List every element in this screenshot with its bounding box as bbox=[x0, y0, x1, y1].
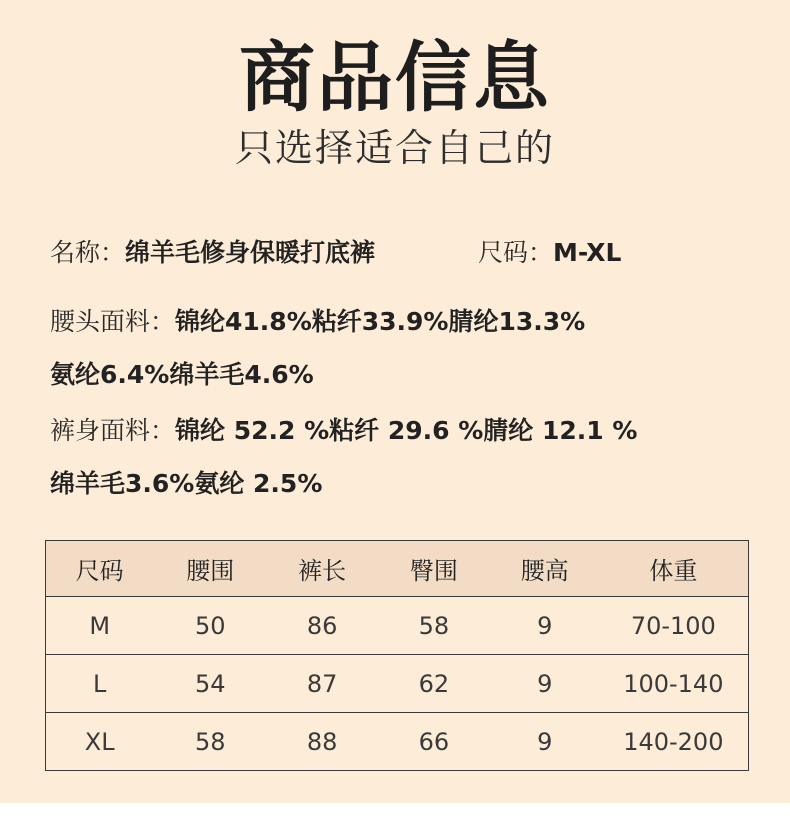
page-subtitle: 只选择适合自己的 bbox=[234, 126, 555, 170]
table-cell: 87 bbox=[267, 655, 377, 713]
size-chart-table bbox=[45, 540, 749, 771]
table-cell: 140-200 bbox=[599, 713, 749, 771]
size-range-label: 尺码： bbox=[478, 238, 554, 267]
waist-fabric-value-cont: 氨纶6.4%绵羊毛4.6% bbox=[50, 360, 314, 389]
table-row bbox=[46, 713, 749, 771]
table-row bbox=[46, 655, 749, 713]
body-fabric-value-cont: 绵羊毛3.6%氨纶 2.5% bbox=[50, 469, 323, 498]
column-header: 裤长 bbox=[267, 541, 377, 597]
table-cell: 70-100 bbox=[599, 597, 749, 655]
waist-fabric-line bbox=[50, 304, 585, 340]
size-chart-header-row bbox=[46, 541, 749, 597]
column-header: 腰围 bbox=[153, 541, 267, 597]
table-cell: 9 bbox=[491, 713, 599, 771]
column-header: 臀围 bbox=[377, 541, 491, 597]
table-cell: 54 bbox=[153, 655, 267, 713]
table-cell: 100-140 bbox=[599, 655, 749, 713]
table-cell: 62 bbox=[377, 655, 491, 713]
table-row bbox=[46, 597, 749, 655]
table-cell: XL bbox=[46, 713, 154, 771]
table-cell: 88 bbox=[267, 713, 377, 771]
waist-fabric-line-2 bbox=[50, 357, 314, 393]
column-header: 腰高 bbox=[491, 541, 599, 597]
size-range-line bbox=[478, 235, 621, 271]
body-fabric-value: 锦纶 52.2 %粘纤 29.6 %腈纶 12.1 % bbox=[175, 416, 638, 445]
table-cell: 50 bbox=[153, 597, 267, 655]
table-cell: 9 bbox=[491, 597, 599, 655]
table-cell: 66 bbox=[377, 713, 491, 771]
product-name-label: 名称： bbox=[50, 238, 126, 267]
table-cell: 86 bbox=[267, 597, 377, 655]
page-title: 商品信息 bbox=[239, 33, 551, 122]
product-name-value: 绵羊毛修身保暖打底裤 bbox=[125, 238, 376, 267]
table-cell: L bbox=[46, 655, 154, 713]
body-fabric-label: 裤身面料： bbox=[50, 416, 176, 445]
table-cell: M bbox=[46, 597, 154, 655]
product-name-line bbox=[50, 235, 375, 271]
table-cell: 58 bbox=[153, 713, 267, 771]
waist-fabric-value: 锦纶41.8%粘纤33.9%腈纶13.3% bbox=[175, 307, 586, 336]
body-fabric-line bbox=[50, 413, 637, 449]
column-header: 尺码 bbox=[46, 541, 154, 597]
body-fabric-line-2 bbox=[50, 466, 322, 502]
size-range-value: M-XL bbox=[553, 238, 622, 267]
table-cell: 9 bbox=[491, 655, 599, 713]
column-header: 体重 bbox=[599, 541, 749, 597]
waist-fabric-label: 腰头面料： bbox=[50, 307, 176, 336]
table-cell: 58 bbox=[377, 597, 491, 655]
